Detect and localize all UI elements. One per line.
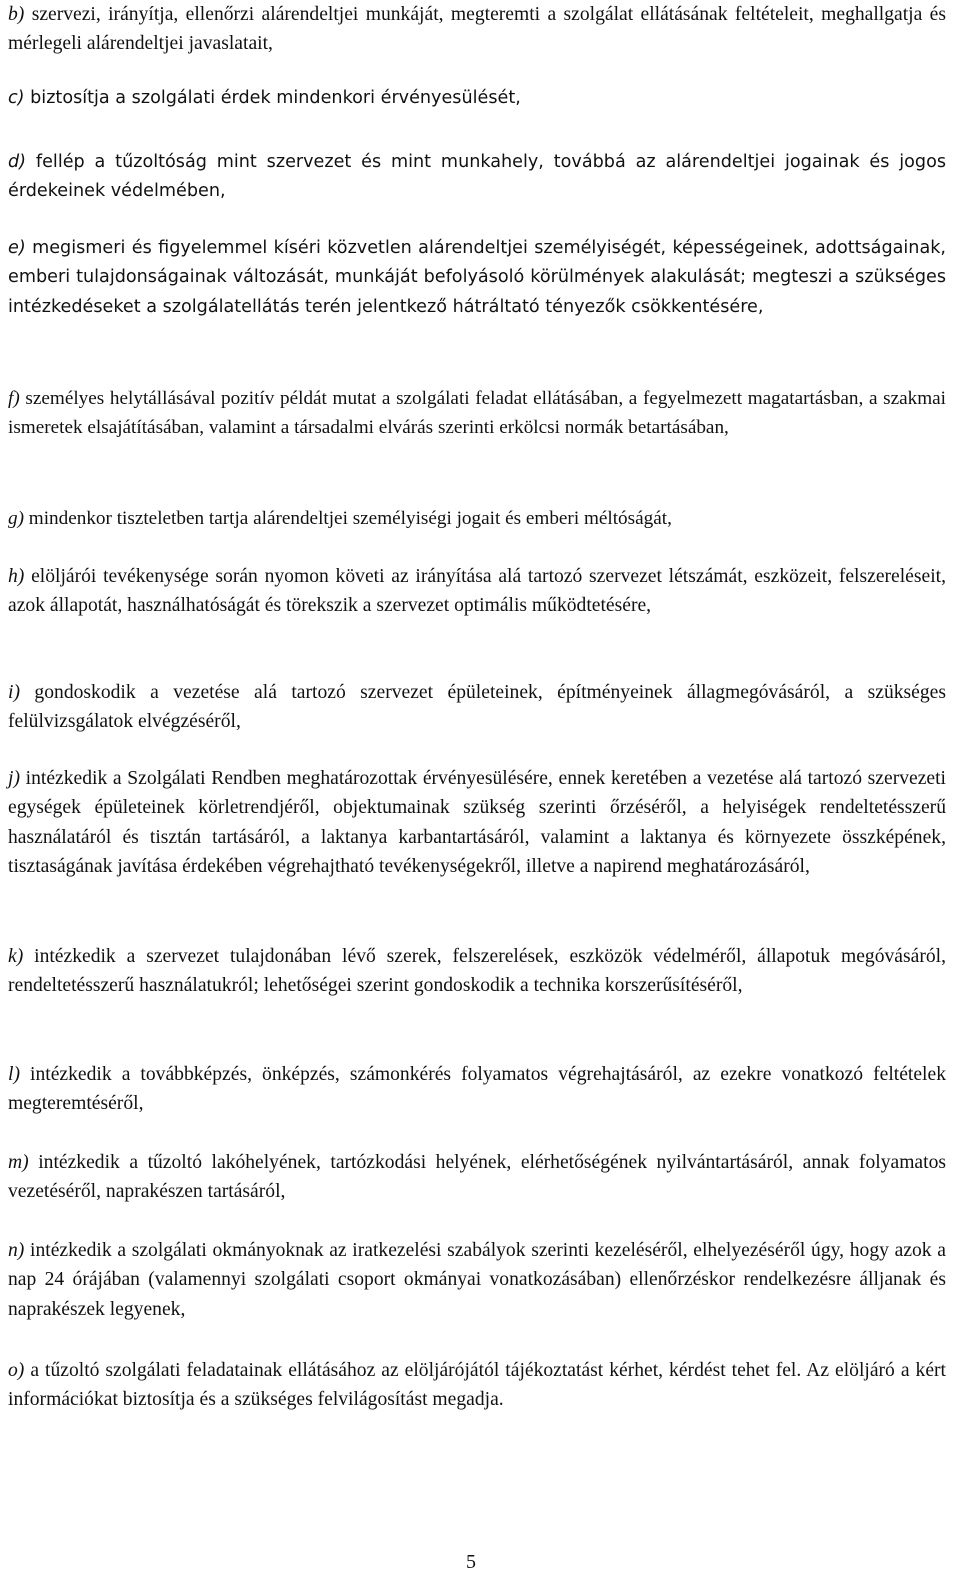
item-label: l) (8, 1064, 20, 1085)
list-item-o (8, 1356, 946, 1415)
list-item-c (8, 84, 946, 113)
item-text: intézkedik a Szolgálati Rendben meghatározottak érvényesülésére, ennek keretében a vezetése alá tartozó szervezeti egységek épületeinek körletrendjéről, objektumainak szükség szerinti őrzéséről, a helyiségek rendeltetésszerű használatáról és tisztán tartásáról, a laktanya karbantartásáról, valamint a laktanya és környezete összképének, tisztaságának javítása érdekében végrehajtható tevékenységekről, illetve a napirend meghatározásáról, (8, 768, 946, 878)
list-item-l (8, 1060, 946, 1119)
item-label: i) (8, 682, 20, 703)
page-number: 5 (466, 1551, 476, 1573)
list-item-f (8, 384, 946, 443)
item-text: intézkedik a szervezet tulajdonában lévő szerek, felszerelések, eszközök védelméről, állapotuk megóvásáról, rendeltetésszerű használatukról; lehetőségei szerint gondoskodik a technika korszerűsítéséről, (8, 946, 946, 997)
item-text: intézkedik a továbbképzés, önképzés, számonkérés folyamatos végrehajtásáról, az ezekre vonatkozó feltételek megteremtéséről, (8, 1064, 946, 1115)
item-text: intézkedik a tűzoltó lakóhelyének, tartózkodási helyének, elérhetőségének nyilvántartásáról, annak folyamatos vezetéséről, naprakészen tartásáról, (8, 1152, 946, 1203)
item-label: m) (8, 1152, 29, 1173)
item-label: d) (8, 152, 27, 172)
item-label: g) (8, 508, 24, 529)
item-label: b) (8, 4, 25, 25)
item-label: j) (8, 768, 20, 789)
item-text: gondoskodik a vezetése alá tartozó szervezet épületeinek, építményeinek állagmegóvásáról, a szükséges felülvizsgálatok elvégzéséről, (8, 682, 946, 733)
item-text: szervezi, irányítja, ellenőrzi alárendeltjei munkáját, megteremti a szolgálat ellátásának feltételeit, meghallgatja és mérlegeli alárendeltjei javaslatait, (8, 4, 946, 55)
item-label: f) (8, 388, 20, 409)
list-item-n (8, 1236, 946, 1324)
list-item-k (8, 942, 946, 1001)
list-item-d (8, 148, 946, 207)
item-label: o) (8, 1360, 25, 1381)
item-label: n) (8, 1240, 25, 1261)
item-text: a tűzoltó szolgálati feladatainak ellátásához az elöljárójától tájékoztatást kérhet, kérdést tehet fel. Az elöljáró a kért információkat biztosítja és a szükséges felvilágosítást megadja. (8, 1360, 946, 1411)
list-item-j (8, 764, 946, 882)
list-item-m (8, 1148, 946, 1207)
list-item-e (8, 234, 946, 322)
item-text: személyes helytállásával pozitív példát mutat a szolgálati feladat ellátásában, a fegyelmezett magatartásban, a szakmai ismeretek elsajátításában, valamint a társadalmi elvárás szerinti erkölcsi normák betartásában, (8, 388, 947, 439)
list-item-i (8, 678, 946, 737)
item-label: k) (8, 946, 24, 967)
list-item-h (8, 562, 946, 621)
list-item-b (8, 0, 946, 59)
item-label: c) (8, 88, 25, 108)
list-item-g (8, 504, 946, 533)
item-text: biztosítja a szolgálati érdek mindenkori érvényesülését, (30, 88, 521, 108)
item-label: e) (8, 238, 26, 258)
item-text: intézkedik a szolgálati okmányoknak az iratkezelési szabályok szerinti kezeléséről, elhelyezéséről úgy, hogy azok a nap 24 órájában (valamennyi szolgálati csoport okmányai vonatkozásában) ellenőrzéskor rendelkezésre álljanak és naprakészek legyenek, (8, 1240, 946, 1320)
item-text: fellép a tűzoltóság mint szervezet és mint munkahely, továbbá az alárendeltjei jogainak és jogos érdekeinek védelmében, (8, 152, 946, 202)
item-text: mindenkor tiszteletben tartja alárendeltjei személyiségi jogait és emberi méltóságát, (28, 508, 672, 529)
item-label: h) (8, 566, 25, 587)
item-text: elöljárói tevékenysége során nyomon követi az irányítása alá tartozó szervezet létszámát, eszközeit, felszereléseit, azok állapotát, használhatóságát és törekszik a szervezet optimális működtetésére, (8, 566, 946, 617)
item-text: megismeri és figyelemmel kíséri közvetlen alárendeltjei személyiségét, képességeinek, adottságainak, emberi tulajdonságainak változását, munkáját befolyásoló körülmények alakulását; megteszi a szükséges intézkedéseket a szolgálatellátás terén jelentkező hátráltató tényezők csökkentésére, (8, 238, 947, 317)
